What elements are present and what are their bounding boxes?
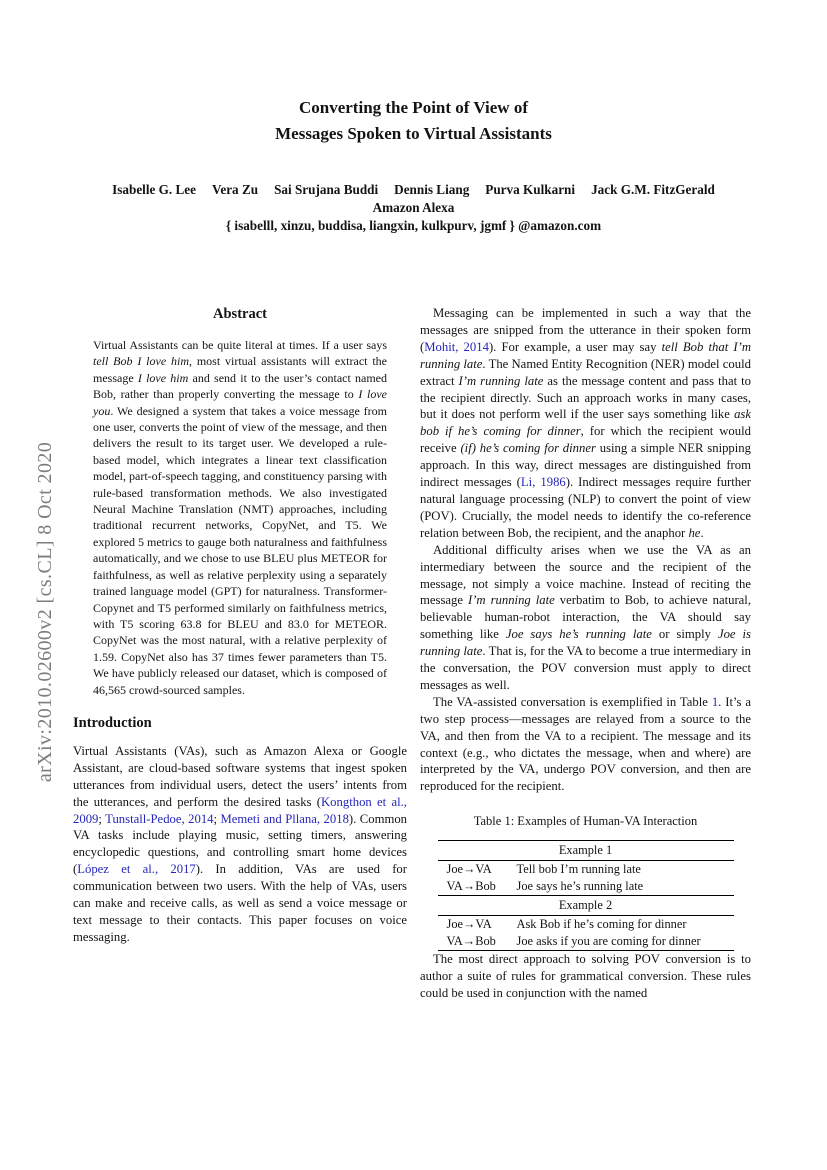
table1-examples	[438, 840, 734, 951]
text-segment: verbatim to Bob, to achieve natural, believable human-robot interaction, the VA should say something like	[420, 593, 751, 642]
author: Isabelle G. Lee	[112, 182, 197, 197]
affiliation: Amazon Alexa	[372, 200, 455, 215]
citation-link[interactable]: Tunstall-Pedoe, 2014	[105, 811, 214, 826]
text-segment: ). Indirect messages require further natural language processing (NLP) to convert the point of view (POV). Crucially, the model needs to identify the co-reference relation between Bob, the recipient, and the anaphor	[420, 475, 752, 540]
italic-text: I’m running late	[458, 373, 544, 388]
body-paragraph	[420, 951, 751, 1002]
utterance-cell: Joe asks if you are coming for dinner	[516, 934, 701, 949]
text-segment: using a simple NER snipping approach. In this way, direct messages are distinguished from indirect messages (	[420, 441, 751, 490]
text-segment: as the message content and pass that to the recipient directly. Such an approach works in many cases, but it does not perform well if the user says something like	[420, 373, 751, 422]
italic-text: Joe says he’s running late	[505, 627, 652, 642]
title-line-2: Messages Spoken to Virtual Assistants	[275, 124, 552, 143]
table-section-header-row	[438, 896, 734, 916]
italic-text: I love him	[137, 370, 189, 385]
table-section-header: Example 1	[438, 841, 734, 861]
utterance-cell: Ask Bob if he’s coming for dinner	[516, 917, 687, 932]
email-line: { isabelll, xinzu, buddisa, liangxin, kulkpurv, jgmf } @amazon.com	[225, 218, 602, 233]
text-segment: , for which the recipient would receive	[420, 424, 751, 456]
body-paragraph	[420, 305, 751, 542]
italic-text: tell Bob that I’m running late	[420, 339, 751, 371]
speaker-cell: VA→Bob	[446, 934, 496, 949]
italic-text: ask bob if he’s coming for dinner	[420, 407, 751, 439]
abstract-text	[93, 337, 387, 698]
author: Jack G.M. FitzGerald	[591, 182, 715, 197]
table-row	[438, 878, 734, 896]
italic-text: I’m running late	[467, 593, 555, 608]
italic-text: I love you	[93, 387, 387, 418]
citation-link[interactable]: Memeti and Pllana, 2018	[220, 811, 349, 826]
title-line-1: Converting the Point of View of	[298, 98, 528, 117]
abstract-heading: Abstract	[213, 306, 267, 322]
author-list	[0, 180, 827, 199]
author: Vera Zu	[212, 182, 259, 197]
table-section-header: Example 2	[438, 896, 734, 916]
arxiv-watermark: arXiv:2010.02600v2 [cs.CL] 8 Oct 2020	[34, 441, 56, 783]
two-column-body	[0, 305, 827, 1002]
introduction-heading: Introduction	[73, 714, 152, 731]
text-segment: ). Common VA tasks include playing music, setting timers, answering encyclopedic questions, and controlling smart home devices (	[73, 811, 408, 877]
utterance-cell: Tell bob I’m running late	[516, 862, 641, 877]
text-segment: ;	[213, 811, 221, 826]
text-segment: Virtual Assistants (VAs), such as Amazon Alexa or Google Assistant, are cloud-based software systems that ingest spoken utterances from individual users, detect the users’ intents from the utterances, and perform the desired tasks (	[73, 743, 407, 809]
citation-link[interactable]: 1	[711, 694, 719, 709]
text-segment: ). For example, a user may say	[488, 339, 662, 354]
table-section-header-row	[438, 841, 734, 861]
author: Dennis Liang	[394, 182, 470, 197]
paper-header	[0, 0, 827, 235]
speaker-cell: VA→Bob	[446, 879, 496, 894]
speaker-cell: Joe→VA	[446, 862, 492, 877]
text-segment: , most virtual assistants will extract the message	[93, 354, 388, 385]
table-row	[438, 933, 734, 951]
citation-link[interactable]: Li, 1986	[520, 475, 566, 490]
citation-link[interactable]: Kongthon et al., 2009	[73, 794, 407, 826]
citation-link[interactable]: López et al., 2017	[77, 862, 196, 877]
text-segment: or simply	[651, 627, 718, 642]
italic-text: (if) he’s coming for dinner	[460, 441, 596, 456]
text-segment: The most direct approach to solving POV conversion is to author a suite of rules for grammatical conversion. These rules could be used in conjunction with the named	[420, 952, 751, 1001]
body-paragraph	[420, 694, 751, 795]
text-segment: . The Named Entity Recognition (NER) model could extract	[420, 356, 751, 388]
table1-caption: Table 1: Examples of Human-VA Interaction	[473, 814, 698, 829]
author: Purva Kulkarni	[485, 182, 576, 197]
italic-text: Joe is running late	[420, 627, 751, 659]
text-segment: Additional difficulty arises when we use the VA as an intermediary between the source and the recipient of the message, not simply a voice machine. Instead of reciting the message	[420, 542, 751, 608]
text-segment: Virtual Assistants can be quite literal at times. If a user says	[93, 338, 387, 352]
author: Sai Srujana Buddi	[274, 182, 379, 197]
table-row	[438, 916, 734, 934]
text-segment: . It’s a two step process—messages are relayed from a source to the VA, and then from the VA to a recipient. The message and its context (e.g., who dictates the message, when and where) are interpreted by the VA, undergo POV conversion, and then are reproduced for the recipient.	[420, 694, 752, 794]
utterance-cell: Joe says he’s running late	[516, 879, 644, 894]
right-column	[420, 305, 751, 1002]
text-segment: ). In addition, VAs are used for communication between two users. With the help of VAs, users can make and receive calls, as well as send a voice message or text message to their contacts. This paper focuses on voice messaging.	[73, 862, 408, 944]
text-segment: ;	[98, 811, 106, 826]
paper-title	[0, 95, 827, 147]
italic-text: tell Bob I love him	[93, 354, 189, 369]
body-paragraph	[420, 542, 751, 694]
left-column	[73, 305, 407, 1002]
citation-link[interactable]: Mohit, 2014	[424, 339, 489, 354]
text-segment: The VA-assisted conversation is exemplified in Table	[433, 694, 712, 709]
text-segment: Messaging can be implemented in such a way that the messages are snipped from the utterance in their spoken form (	[420, 306, 751, 354]
text-segment: . We designed a system that takes a voice message from one user, converts the point of view of the message, and then delivers the result to its target user. We developed a rule-based model, which integrates a linear text classification model, part-of-speech tagging, and constituency parsing with rule-based transformation methods. We also investigated Neural Machine Translation (NMT) approaches, including traditional recurrent networks, CopyNet, and T5. We explored 5 metrics to gauge both naturalness and faithfulness automatically, and we chose to use BLEU plus METEOR for faithfulness, as well as relative perplexity using a separately trained language model (GPT) for naturalness. Transformer-Copynet and T5 performed similarly on faithfulness metrics, with T5 scoring 63.8 for BLEU and 83.0 for METEOR. CopyNet was the most natural, with a relative perplexity of 1.59. CopyNet also has 37 times fewer parameters than T5. We have publicly released our dataset, which is composed of 46,565 crowd-sourced samples.	[93, 403, 387, 697]
text-segment: . That is, for the VA to become a true intermediary in the conversation, the POV conversion must apply to direct messages as well.	[420, 644, 751, 692]
text-segment: .	[700, 525, 704, 540]
text-segment: and send it to the user’s contact named Bob, rather than properly converting the message to	[93, 370, 388, 402]
introduction-paragraph	[73, 743, 407, 946]
italic-text: he	[688, 525, 701, 540]
table-row	[438, 861, 734, 879]
speaker-cell: Joe→VA	[446, 917, 492, 932]
